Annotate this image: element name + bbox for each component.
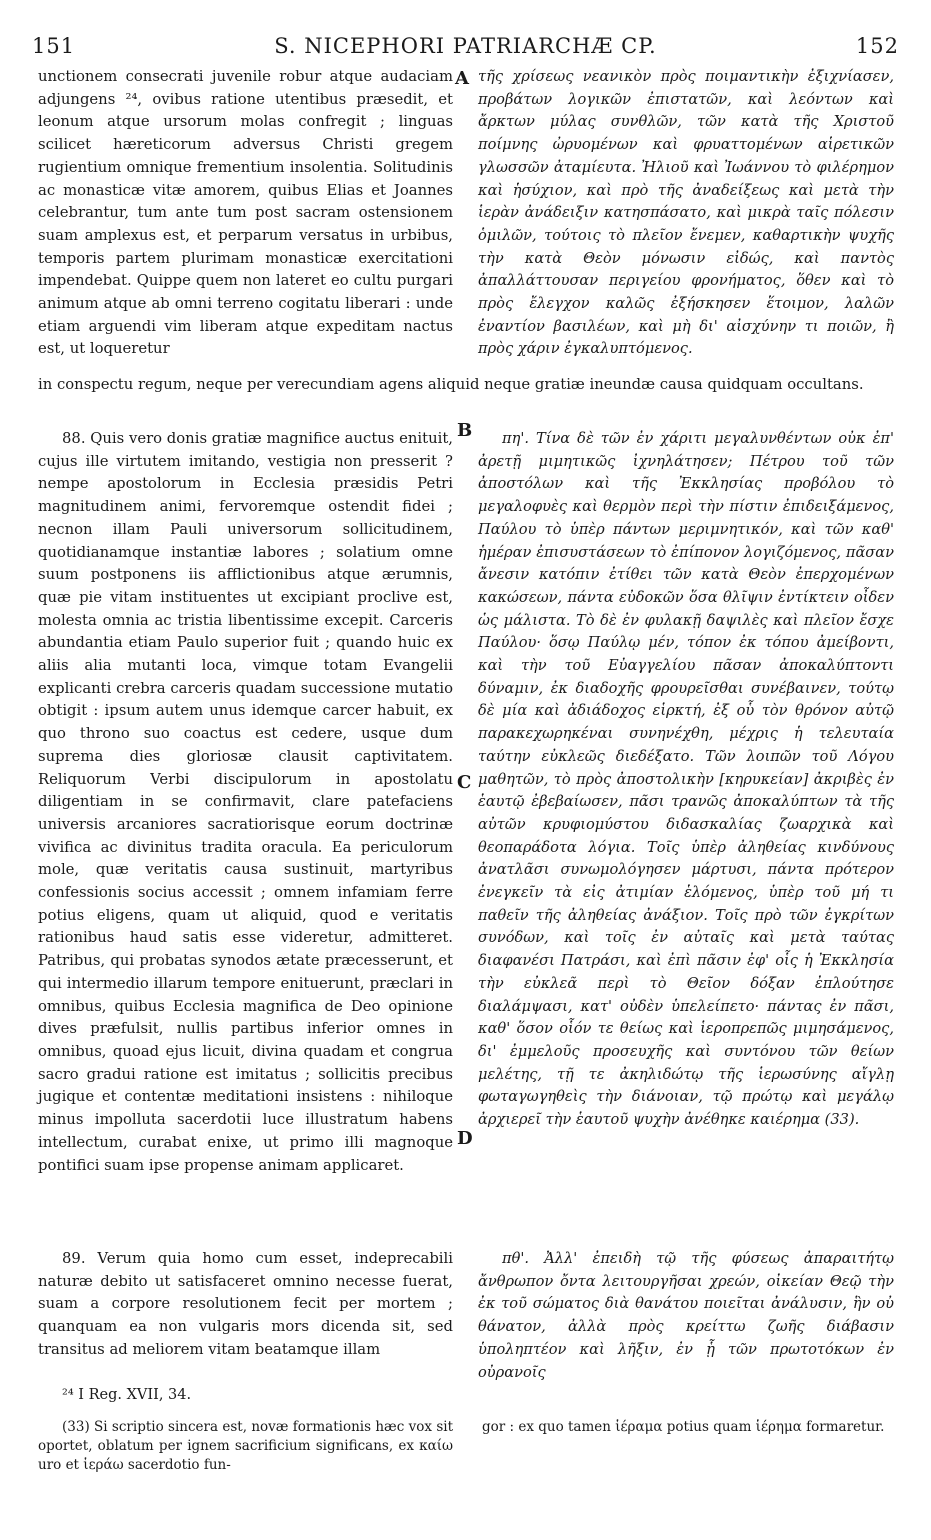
greek-paragraph: τῆς χρίσεως νεανικὸν πρὸς ποιμαντικὴν ἐξιχνίασεν, προβάτων λογικῶν ἐπιστατῶν, καὶ λεόντων καὶ ἄρκτων μύλας συνθλῶν, τῶν κατὰ τῆς Χριστοῦ ποίμνης ὠρυομένων καὶ φρυαττομένων αἱρετικῶν γλωσσῶν ἀταμίευτα. Ἠλιοῦ καὶ Ἰωάννου τὸ φιλέρημον καὶ ἡσύχιον, καὶ πρὸ τῆς ἀναδείξεως καὶ μετὰ τὴν ἱερὰν ἀνάδειξιν κατησπάσατο, καὶ μικρὰ ταῖς πόλεσιν ὁμιλῶν, τούτοις τὸ πλεῖον ἔνεμεν, καθαρτικὴν ψυχῆς τὴν κατὰ Θεὸν μόνωσιν εἰδώς, καὶ παντὸς ἀπαλλάττουσαν περιγείου φρονήματος, ὅθεν καὶ τὸ πρὸς ἔλεγχον καλῶς ἐξήσκησεν ἕτοιμον, λαλῶν ἐναντίον βασιλέων, καὶ μὴ δι' αἰσχύνην τι ποιῶν, ἢ πρὸς χάριν ἐγκαλυπτόμενος. [478,68,894,358]
latin-column-section-1 [38,66,453,361]
margin-letter-b: B [457,420,473,441]
running-header [32,34,899,64]
running-title: S. NICEPHORI PATRIARCHÆ CP. [274,34,657,58]
full-width-text: in conspectu regum, neque per verecundiam agens aliquid neque gratiæ ineundæ causa quidquam occultans. [38,376,864,393]
latin-column-section-2 [38,428,453,1177]
greek-column-section-1 [478,66,894,361]
latin-column-section-3 [38,1248,453,1362]
margin-letter-d: D [457,1128,473,1149]
latin-paragraph: unctionem consecrati juvenile robur atque audaciam adjungens ²⁴, ovibus ratione utentibus præsedit, et leonum atque ursorum molas confregit ; linguas scilicet hæreticorum adversus Christi gregem rugientium omnique frementium insolentia. Solitudinis ac monasticæ vitæ amorem, quibus Elias et Joannes celebrantur, tum ante tum post sacram ostensionem suam amplexus est, et perparum versatus in urbibus, temporis partem plurimam monasticæ exercitationi impendebat. Quippe quem non lateret eo cultu purgari animum atque ab omni terreno cogitatu liberari : unde etiam arguendi vim liberam atque expeditam nactus est, ut loqueretur [38,68,453,358]
greek-column-section-2 [478,428,894,1132]
page-number-left: 151 [32,34,76,58]
greek-paragraph-89: πθ'. Ἀλλ' ἐπειδὴ τῷ τῆς φύσεως ἀπαραιτήτῳ ἄνθρωπον ὄντα λειτουργῆσαι χρεών, οἰκείαν Θεῷ τὴν ἐκ τοῦ σώματος διὰ θανάτου ποιεῖται ἀνάλυσιν, ἣν οὐ θάνατον, ἀλλὰ πρὸς κρείττω ζωῆς διάβασιν ὑποληπτέον καὶ λῆξιν, ἐν ᾗ τῶν πρωτοτόκων ἐν οὐρανοῖς [478,1250,894,1381]
margin-letter-a: A [455,68,469,89]
margin-letter-c: C [457,772,472,793]
full-width-line [38,374,894,397]
editor-note-text-right: gor : ex quo tamen ἱέραμα potius quam ἱέρημα formaretur. [482,1419,885,1435]
editor-note-text-left: (33) Si scriptio sincera est, novæ formationis hæc vox sit oportet, oblatum per ignem sacrificium significans, ex καίω uro et ἱεράω sacerdotio fun- [38,1419,453,1473]
greek-paragraph-88: πη'. Τίνα δὲ τῶν ἐν χάριτι μεγαλυνθέντων οὐκ ἐπ' ἀρετῇ μιμητικῶς ἰχνηλάτησεν; Πέτρου τοῦ τῶν ἀποστόλων καὶ τῆς Ἐκκλησίας προβόλου τὸ μεγαλοφυὲς καὶ θερμὸν περὶ τὴν πίστιν ἐπιδειξάμενος, Παύλου τὸ ὑπὲρ πάντων μεριμνητικόν, καὶ τῶν καθ' ἡμέραν ἐπισυστάσεων τὸ ἐπίπονον λογιζόμενος, πᾶσαν ἄνεσιν κατόπιν ἐτίθει τῶν κατὰ Θεὸν ἐπερχομένων κακώσεων, πάντα εὐδοκῶν ὅσα θλῖψιν ἐντίκτειν οἶδεν ὡς μάλιστα. Τὸ δὲ ἐν φυλακῇ δαψιλὲς καὶ πλεῖον ἔσχε Παύλου· ὅσῳ Παύλῳ μέν, τόπον ἐκ τόπου ἀμείβοντι, καὶ τὴν τοῦ Εὐαγγελίου πᾶσαν ἀποκαλύπτοντι δύναμιν, ἐκ διαδοχῆς φρουρεῖσθαι συνέβαινεν, τούτῳ δὲ μία καὶ ἀδιάδοχος εἱρκτή, ἐξ οὗ τὸν θρόνον αὐτῷ παρακεχωρηκέναι συνηνέχθη, μέχρις ἡ τελευταία ταύτην εὐκλεῶς διεδέξατο. Τῶν λοιπῶν τοῦ Λόγου μαθητῶν, τὸ πρὸς ἀποστολικὴν [κηρυκείαν] ἀκριβὲς ἐν ἑαυτῷ ἐβεβαίωσεν, πᾶσι τρανῶς ἀποκαλύπτων τὰ τῆς αὐτῶν κρυφιομύστου διδασκαλίας ζωαρχικὰ καὶ θεοπαράδοτα λόγια. Τοῖς ὑπὲρ ἀληθείας κινδύνους ἀνατλᾶσι συνωμολόγησεν μάρτυσι, πάντα πρότερον ἐνεγκεῖν τὰ εἰς ἀτιμίαν ἑλόμενος, ὑπὲρ τοῦ μή τι παθεῖν τῆς ἀληθείας ἀνάξιον. Τοῖς πρὸ τῶν ἐγκρίτων συνόδων, καὶ τοῖς ἐν αὐταῖς καὶ μετὰ ταύτας διαφανέσι Πατράσι, καὶ ἐπὶ πᾶσιν ἐφ' οἷς ἡ Ἐκκλησία τὴν εὐκλεᾶ περὶ τὸ Θεῖον δόξαν ἐπλούτησε διαλάμψασι, κατ' οὐδὲν ὑπελείπετο· πάντας ἐν πᾶσι, καθ' ὅσον οἷόν τε θείως καὶ ἱεροπρεπῶς μιμησάμενος, δι' ἐμμελοῦς προσευχῆς καὶ συντόνου τῶν θείων μελέτης, τῇ τε ἀκηλιδώτῳ τῆς ἱερωσύνης αἴγλῃ φωταγωγηθεὶς τὴν διάνοιαν, τῷ πρώτῳ καὶ μεγάλῳ ἀρχιερεῖ τὴν ἑαυτοῦ ψυχὴν ἀνέθηκε καιέρημα (33). [478,430,894,1129]
page-number-right: 152 [855,34,899,58]
scripture-footnote [62,1384,462,1406]
editor-note-left [38,1418,453,1475]
latin-paragraph-88: 88. Quis vero donis gratiæ magnifice auctus enituit, cujus ille virtutem imitando, vestigia non presserit ? nempe apostolorum in Ecclesia præsidis Petri magnitudinem animi, fervoremque ostendit fidei ; necnon illam Pauli universorum sollicitudinem, quotidianamque instantiæ labores ; solatium omne suum postponens iis afflictionibus atque ærumnis, quæ pie vitam instituentes ut excipiant proclive est, molesta omnia ac tristia libentissime excepit. Carceris abundantia etiam Paulo superior fuit ; quando huic ex aliis alia mutanti loca, vimque totam Evangelii explicanti crebra carceris quadam successione mutatio obtigit : ipsum autem unus idemque carcer habuit, ex quo throno suo coactus est cedere, usque dum suprema dies gloriosæ clausit captivitatem. Reliquorum Verbi discipulorum in apostolatu diligentiam in se confirmavit, clare patefaciens universis arcaniores sacratiorisque eorum doctrinæ vivifica ac divinitus tradita oracula. Ea periculorum mole, quæ veritatis causa sustinuit, martyribus confessionis socius accessit ; omnem infamiam ferre potius eligens, quam ut aliquid, quod e veritatis rationibus haud satis esse videretur, admitteret. Patribus, qui probatas synodos ætate præcesserunt, et qui intermedio illarum tempore enituerunt, præclari in omnibus, quibus Ecclesia magnifica de Deo opinione dives præfulsit, nullis partibus inferior omnes in omnibus, quoad ejus licuit, divina quadam et congrua sacro gradui ratione est imitatus ; sollicitis precibus jugique et contentæ meditationi insistens : nihiloque minus impolluta sacerdotii luce illustratum habens intellectum, curabat enixe, ut primo illi magnoque pontifici suam ipse propense animam applicaret. [38,430,453,1174]
greek-column-section-3 [478,1248,894,1384]
latin-paragraph-89: 89. Verum quia homo cum esset, indeprecabili naturæ debito ut satisfaceret omnino necesse fuerat, suam a corpore resolutionem fecit per mortem ; quanquam ea non vulgaris mors dicenda sit, sed transitus ad meliorem vitam beatamque illam [38,1250,453,1358]
editor-note-right [482,1418,894,1437]
footnote-reference: ²⁴ I Reg. XVII, 34. [62,1387,192,1403]
